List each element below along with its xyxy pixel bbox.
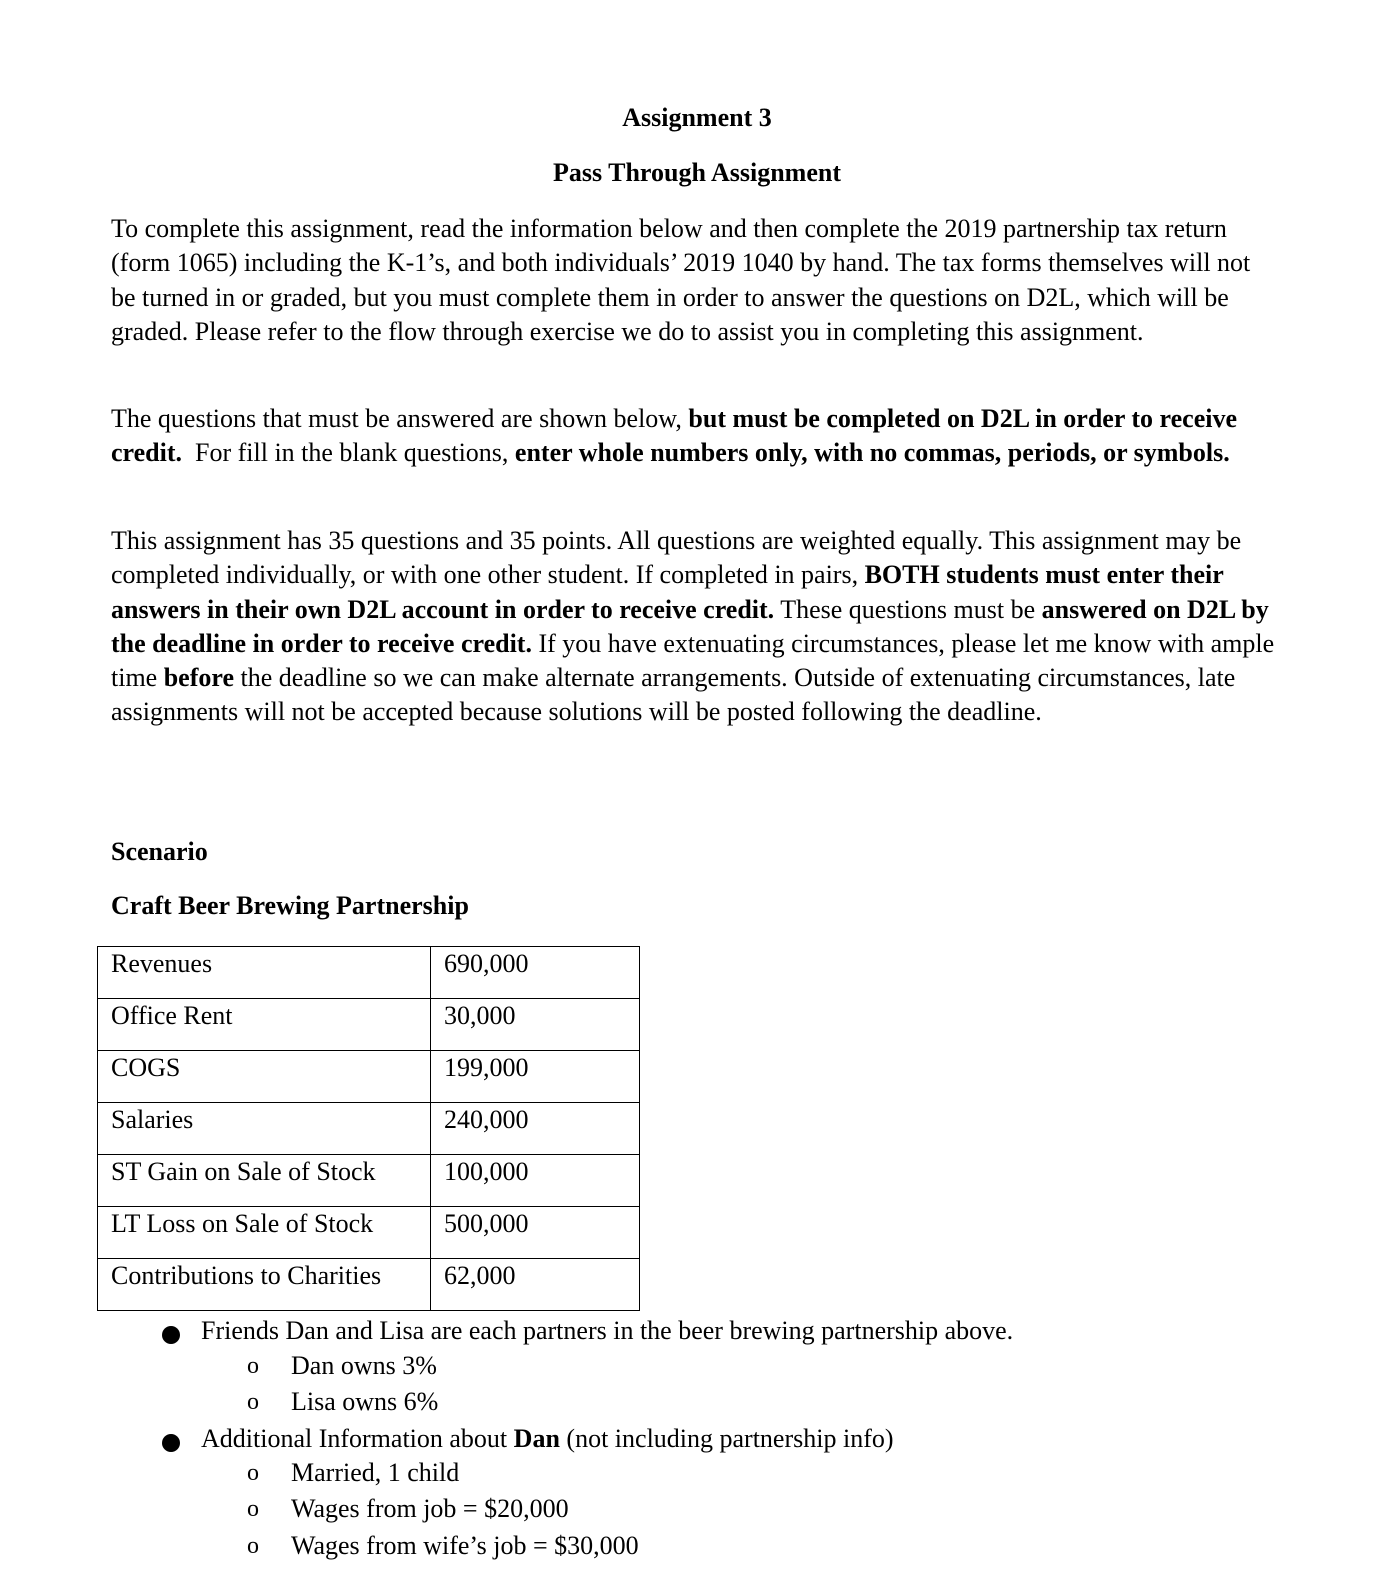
- row-label: Salaries: [98, 1103, 431, 1155]
- row-label: LT Loss on Sale of Stock: [98, 1207, 431, 1259]
- sub-bullet-lisa-ownership: Lisa owns 6%: [291, 1387, 439, 1416]
- row-value: 30,000: [431, 999, 640, 1051]
- bold-text: Dan: [513, 1424, 560, 1453]
- bold-text: but must be completed on D2L in order to receive credit.: [111, 404, 1238, 468]
- sub-bullet-icon: o: [247, 1460, 259, 1486]
- table-row: [98, 1207, 640, 1259]
- row-value: 500,000: [431, 1207, 640, 1259]
- row-label: ST Gain on Sale of Stock: [98, 1155, 431, 1207]
- document-subtitle: Pass Through Assignment: [552, 158, 842, 187]
- document-title: Assignment 3: [622, 103, 772, 132]
- sub-bullet-wife-wages: Wages from wife’s job = $30,000: [291, 1531, 639, 1560]
- text: Additional Information about: [201, 1424, 514, 1453]
- sub-bullet-icon: o: [247, 1533, 259, 1559]
- text: For fill in the blank questions,: [182, 438, 515, 468]
- intro-paragraph: To complete this assignment, read the information below and then complete the 2019 partnership tax return (form 1065) including the K-1’s, and both individuals’ 2019 1040 by hand. The tax forms themselves will not be turned in or graded, but you must complete them in order to answer the questions on D2L, which will be graded. Please refer to the flow through exercise we do to assist you in completing this assignment.: [111, 214, 1251, 346]
- table-row: [98, 1103, 640, 1155]
- bold-text: answered on D2L by the deadline in order to receive credit.: [111, 594, 1269, 658]
- partnership-financials-table: [97, 946, 640, 1311]
- row-label: Revenues: [98, 947, 431, 999]
- sub-bullet-icon: o: [247, 1496, 259, 1522]
- row-label: COGS: [98, 1051, 431, 1103]
- row-label: Office Rent: [98, 999, 431, 1051]
- text: These questions must be: [774, 594, 1042, 624]
- table-row: [98, 1259, 640, 1311]
- text: If you have extenuating circumstances, please let me know with ample time: [111, 628, 1275, 693]
- table-row: [98, 1155, 640, 1207]
- instructions-paragraph: [111, 402, 1281, 471]
- table-row: [98, 999, 640, 1051]
- bold-text: before: [163, 663, 234, 693]
- row-value: 100,000: [431, 1155, 640, 1207]
- row-value: 240,000: [431, 1103, 640, 1155]
- sub-bullet-wages: Wages from job = $20,000: [291, 1494, 569, 1523]
- table-row: [98, 1051, 640, 1103]
- table-row: [98, 947, 640, 999]
- bullet-icon: [162, 1434, 180, 1452]
- sub-bullet-marital: Married, 1 child: [291, 1458, 460, 1487]
- row-value: 199,000: [431, 1051, 640, 1103]
- text: the deadline so we can make alternate arrangements. Outside of extenuating circumstances, late assignments will not be accepted because solutions will be posted following the deadline.: [111, 663, 1236, 727]
- text: (not including partnership info): [559, 1424, 894, 1453]
- text: The questions that must be answered are shown below,: [111, 404, 689, 433]
- row-value: 62,000: [431, 1259, 640, 1311]
- row-label: Contributions to Charities: [98, 1259, 431, 1311]
- bullet-dan-info: [201, 1424, 894, 1454]
- partnership-heading: Craft Beer Brewing Partnership: [111, 891, 469, 920]
- sub-bullet-icon: o: [247, 1389, 259, 1415]
- row-value: 690,000: [431, 947, 640, 999]
- bold-text: enter whole numbers only, with no commas, periods, or symbols.: [514, 438, 1230, 468]
- sub-bullet-dan-ownership: Dan owns 3%: [291, 1351, 437, 1380]
- bullet-icon: [162, 1326, 180, 1344]
- text: This assignment has 35 questions and 35 points. All questions are weighted equally. This assignment may be completed individually, or with one other student. If completed in pairs,: [111, 526, 1242, 590]
- bullet-partners: Friends Dan and Lisa are each partners in the beer brewing partnership above.: [201, 1316, 1014, 1345]
- grading-paragraph: [111, 524, 1281, 730]
- scenario-heading: Scenario: [111, 837, 208, 866]
- bold-text: BOTH students must enter their answers in their own D2L account in order to receive credit.: [111, 560, 1224, 624]
- sub-bullet-icon: o: [247, 1353, 259, 1379]
